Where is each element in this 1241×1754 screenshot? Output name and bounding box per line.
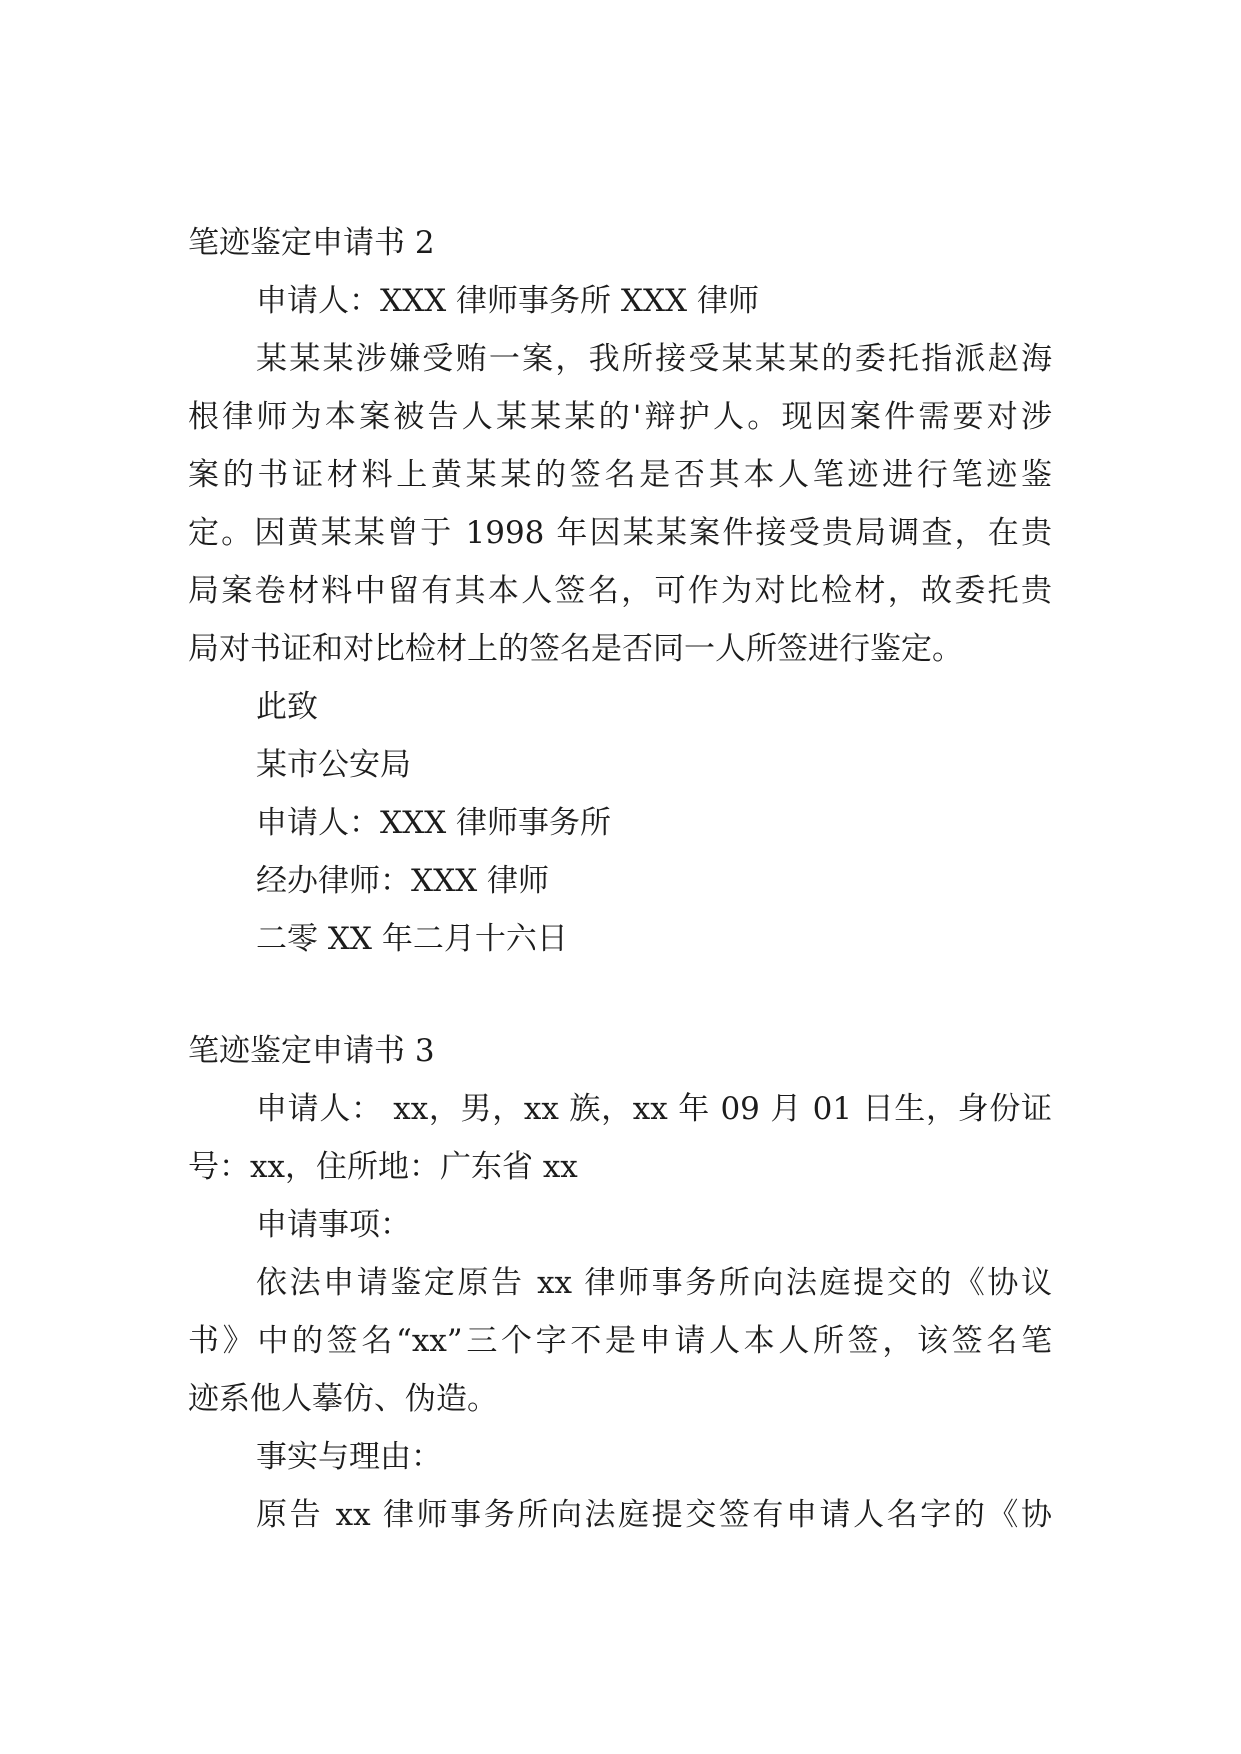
section-3-applicant-line: 申请人： xx，男，xx 族，xx 年 09 月 01 日生，身份证 xyxy=(256,1091,1052,1127)
items-body-line: 书》中的签名“xx”三个字不是申请人本人所签，该签名笔 xyxy=(188,1323,1052,1359)
document-date: 二零 XX 年二月十六日 xyxy=(256,921,568,957)
items-body-line: 迹系他人摹仿、伪造。 xyxy=(188,1381,498,1417)
section-2-body-line: 某某某涉嫌受贿一案，我所接受某某某的委托指派赵海 xyxy=(256,341,1052,377)
facts-heading: 事实与理由： xyxy=(256,1439,442,1475)
salutation: 此致 xyxy=(256,689,318,725)
recipient: 某市公安局 xyxy=(256,747,411,783)
section-2-body-line: 案的书证材料上黄某某的签名是否其本人笔迹进行笔迹鉴 xyxy=(188,457,1052,493)
section-2-body-line: 定。因黄某某曾于 1998 年因某某案件接受贵局调查，在贵 xyxy=(188,515,1052,551)
section-2-body-line: 局对书证和对比检材上的签名是否同一人所签进行鉴定。 xyxy=(188,631,963,667)
section-2-title: 笔迹鉴定申请书 2 xyxy=(188,225,435,261)
items-heading: 申请事项： xyxy=(256,1207,411,1243)
section-2-body-line: 根律师为本案被告人某某某的'辩护人。现因案件需要对涉 xyxy=(188,399,1052,435)
section-3-applicant-line: 号：xx，住所地：广东省 xx xyxy=(188,1149,578,1185)
section-3-title: 笔迹鉴定申请书 3 xyxy=(188,1033,435,1069)
items-body-line: 依法申请鉴定原告 xx 律师事务所向法庭提交的《协议 xyxy=(256,1265,1052,1301)
signer-lawyer: 经办律师：XXX 律师 xyxy=(256,863,550,899)
signer-firm: 申请人：XXX 律师事务所 xyxy=(256,805,612,841)
section-2-applicant: 申请人：XXX 律师事务所 XXX 律师 xyxy=(256,283,759,319)
section-2-body-line: 局案卷材料中留有其本人签名，可作为对比检材，故委托贵 xyxy=(188,573,1052,609)
facts-body-line: 原告 xx 律师事务所向法庭提交签有申请人名字的《协 xyxy=(256,1497,1052,1533)
